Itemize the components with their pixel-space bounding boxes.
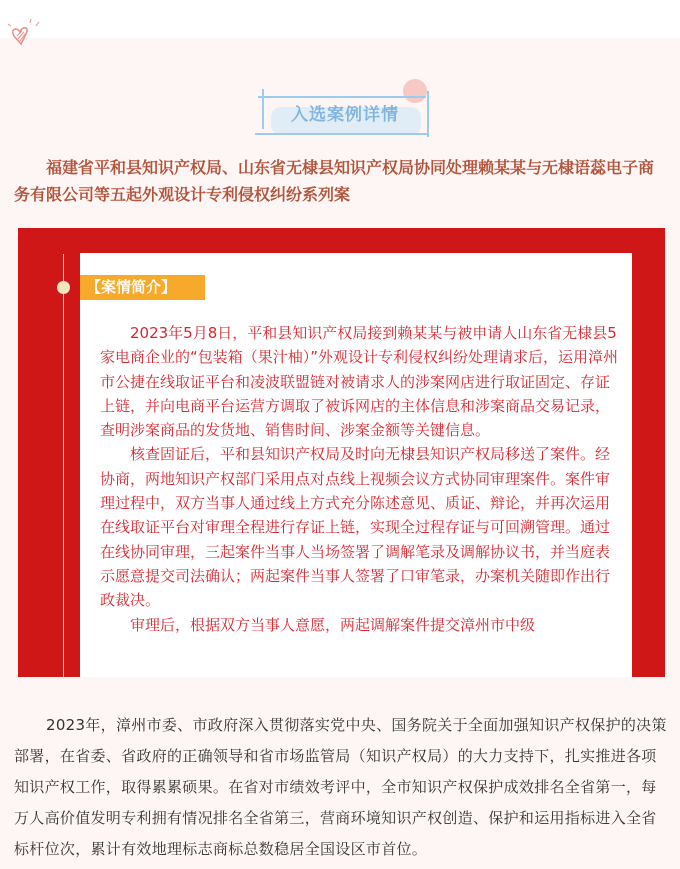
case-paragraph: 核查固证后，平和县知识产权局及时向无棣县知识产权局移送了案件。经协商，两地知识产权部门采用点对点线上视频会议方式协同审理案件。案件审理过程中，双方当事人通过线上方式充分陈述意见、质证、辩论，并再次运用在线取证平台对审理全程进行存证上链，实现全过程存证与可回溯管理。通过在线协同审理，三起案件当事人当场签署了调解笔录及调解协议书，并当庭表示愿意提交司法确认；两起案件当事人签署了口审笔录，办案机关随即作出行政裁决。 bbox=[100, 445, 611, 610]
heart-doodle-icon bbox=[4, 14, 40, 50]
case-body bbox=[100, 321, 620, 637]
case-paragraph: 审理后，根据双方当事人意愿，两起调解案件提交漳州市中级 bbox=[130, 615, 536, 634]
summary-paragraph: 2023年，漳州市委、市政府深入贯彻落实党中央、国务院关于全面加强知识产权保护的决策部署，在省委、省政府的正确领导和省市场监管局（知识产权局）的大力支持下，扎实推进各项知识产权工作，取得累累硕果。在省对市绩效考评中，全市知识产权保护成效排名全省第一，每万人高价值发明专利拥有情况排名全省第三，营商环境知识产权创造、保护和运用指标进入全省标杆位次，累计有效地理标志商标总数稳居全国设区市首位。 bbox=[14, 716, 667, 858]
case-card bbox=[80, 253, 632, 677]
case-paragraph: 2023年5月8日，平和县知识产权局接到赖某某与被申请人山东省无棣县5家电商企业的“包装箱（果汁柚）”外观设计专利侵权纠纷处理请求后，运用漳州市公捷在线取证平台和凌波联盟链对被请求人的涉案网店进行取证固定、存证上链，并向电商平台运营方调取了被诉网店的主体信息和涉案商品交易记录，查明涉案商品的发货地、销售时间、涉案金额等关键信息。 bbox=[100, 324, 619, 440]
timeline-line bbox=[63, 254, 64, 677]
badge-label: 入选案例详情 bbox=[291, 105, 399, 125]
timeline-dot-icon bbox=[57, 281, 70, 294]
section-tag: 【案情简介】 bbox=[80, 275, 205, 300]
section-badge bbox=[255, 85, 435, 137]
badge-frame-top bbox=[258, 96, 426, 98]
badge-frame-bottom bbox=[255, 133, 429, 135]
case-frame bbox=[18, 228, 665, 677]
case-title: 福建省平和县知识产权局、山东省无棣县知识产权局协同处理赖某某与无棣语蕊电子商务有限公司等五起外观设计专利侵权纠纷系列案 bbox=[14, 158, 655, 204]
